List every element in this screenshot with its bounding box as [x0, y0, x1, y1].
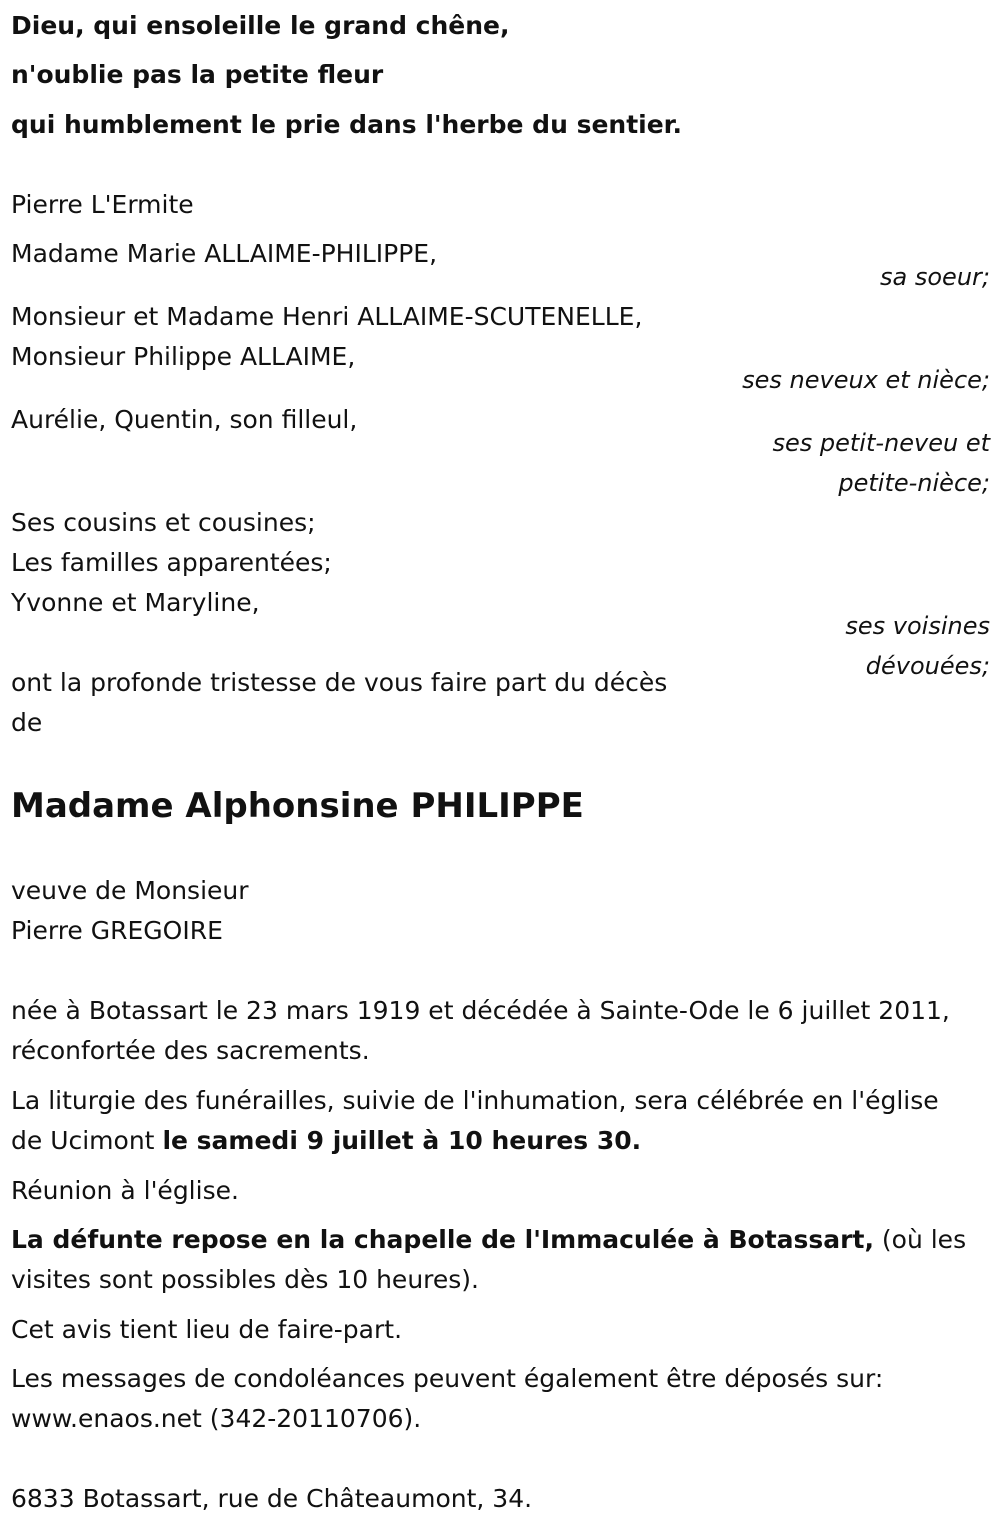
- condolences-line-2: www.enaos.net (342-20110706).: [11, 1404, 422, 1433]
- liturgy-line-1: La liturgie des funérailles, suivie de l'inhumation, sera célébrée en l'église: [11, 1086, 939, 1115]
- sister-name: Madame Marie ALLAIME-PHILIPPE,: [11, 239, 438, 268]
- grandchildren-names: Aurélie, Quentin, son filleul,: [11, 405, 358, 434]
- liturgy-place: de Ucimont: [11, 1126, 163, 1155]
- nephews-role: ses neveux et nièce;: [742, 366, 990, 394]
- birth-death-line-2: réconfortée des sacrements.: [11, 1036, 370, 1065]
- birth-death-line-1: née à Botassart le 23 mars 1919 et décédée à Sainte-Ode le 6 juillet 2011,: [11, 996, 950, 1025]
- poem-line-1: Dieu, qui ensoleille le grand chêne,: [11, 11, 510, 40]
- rest-line-2: visites sont possibles dès 10 heures).: [11, 1265, 479, 1294]
- neighbors-names: Yvonne et Maryline,: [11, 588, 260, 617]
- rest-line-1: [11, 1220, 966, 1260]
- deceased-name: Madame Alphonsine PHILIPPE: [11, 786, 584, 826]
- poem-author: Pierre L'Ermite: [11, 190, 194, 219]
- rest-location: La défunte repose en la chapelle de l'Immaculée à Botassart,: [11, 1225, 874, 1254]
- nephew-line-2: Monsieur Philippe ALLAIME,: [11, 342, 356, 371]
- announcement-line-1: ont la profonde tristesse de vous faire part du décès: [11, 668, 668, 697]
- families-line: Les familles apparentées;: [11, 548, 332, 577]
- sister-role: sa soeur;: [880, 263, 990, 291]
- neighbors-role-line-1: ses voisines: [845, 612, 990, 640]
- notice-line: Cet avis tient lieu de faire-part.: [11, 1315, 403, 1344]
- grandchildren-role-line-1: ses petit-neveu et: [772, 429, 990, 457]
- poem-line-3: qui humblement le prie dans l'herbe du sentier.: [11, 110, 682, 139]
- nephew-line-1: Monsieur et Madame Henri ALLAIME-SCUTENELLE,: [11, 302, 643, 331]
- cousins-line: Ses cousins et cousines;: [11, 508, 316, 537]
- widow-line-2: Pierre GREGOIRE: [11, 916, 223, 945]
- condolences-line-1: Les messages de condoléances peuvent également être déposés sur:: [11, 1364, 884, 1393]
- rest-visits-prefix: (où les: [873, 1225, 967, 1254]
- liturgy-date: le samedi 9 juillet à 10 heures 30.: [162, 1126, 642, 1155]
- meeting-line: Réunion à l'église.: [11, 1176, 239, 1205]
- announcement-line-2: de: [11, 708, 43, 737]
- poem-line-2: n'oublie pas la petite fleur: [11, 60, 384, 89]
- grandchildren-role-line-2: petite-nièce;: [838, 469, 990, 497]
- widow-line-1: veuve de Monsieur: [11, 876, 249, 905]
- neighbors-role-line-2: dévouées;: [865, 652, 990, 680]
- address-line: 6833 Botassart, rue de Châteaumont, 34.: [11, 1484, 533, 1513]
- liturgy-line-2: [11, 1121, 641, 1161]
